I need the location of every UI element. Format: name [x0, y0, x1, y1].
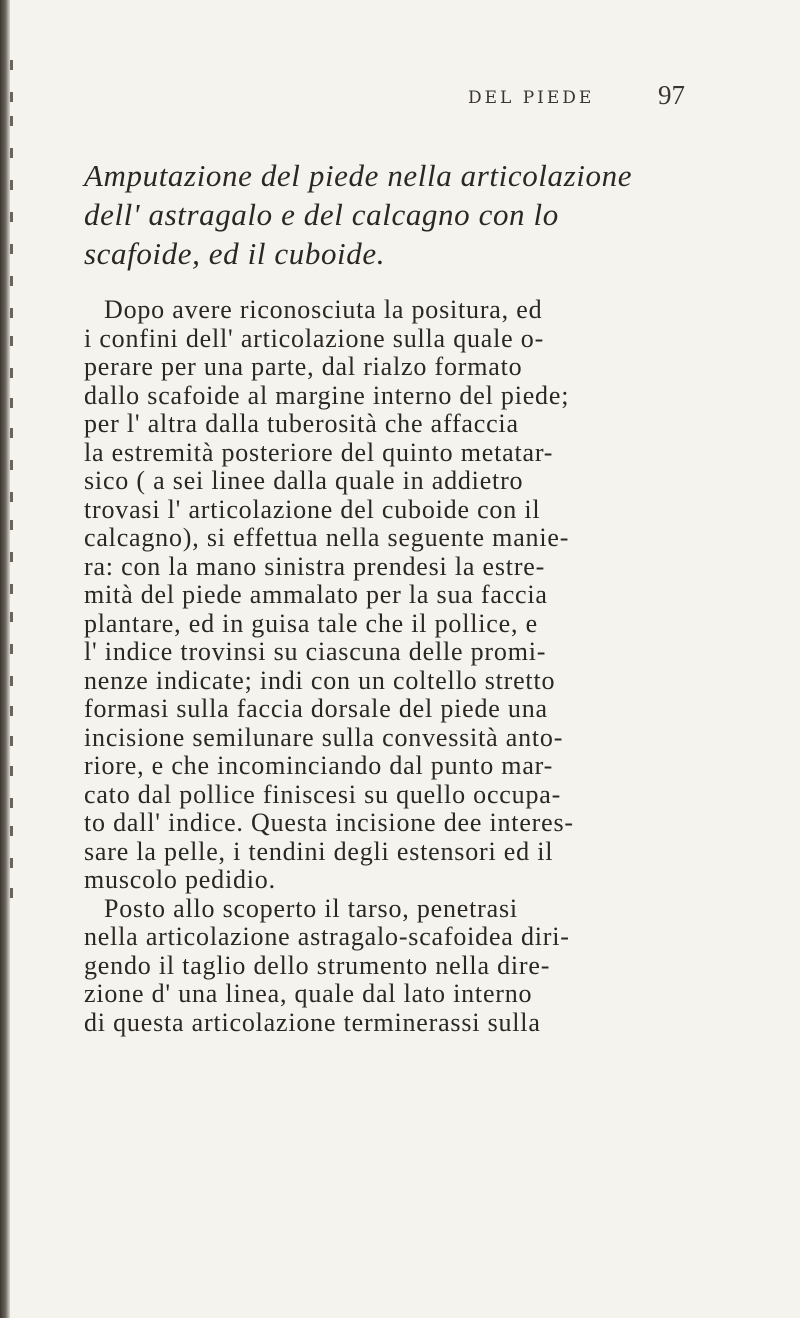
section-title	[84, 156, 764, 273]
text-line: muscolo pedidio.	[84, 865, 276, 894]
title-line: dell' astragalo e del calcagno con lo	[84, 197, 559, 232]
text-line: calcagno), si effettua nella seguente manie-	[84, 523, 570, 552]
text-line: Posto allo scoperto il tarso, penetrasi	[104, 893, 518, 923]
text-line: ra: con la mano sinistra prendesi la estre-	[84, 551, 546, 581]
body-text	[84, 296, 774, 1037]
text-line: per l' altra dalla tuberosità che affaccia	[84, 409, 519, 438]
text-line: l' indice trovinsi su ciascuna delle promi-	[84, 637, 547, 666]
text-line: dallo scafoide al margine interno del piede;	[84, 380, 570, 410]
text-line: plantare, ed in guisa tale che il pollice, e	[84, 608, 538, 638]
text-line: riore, e che incominciando dal punto mar-	[84, 751, 554, 780]
text-line: i confini dell' articolazione sulla quale o-	[84, 323, 545, 353]
spine-marks	[10, 0, 18, 1318]
text-line: nella articolazione astragalo-scafoidea diri-	[84, 922, 570, 951]
page-number: 97	[658, 80, 685, 110]
title-line: Amputazione del piede nella articolazione	[84, 158, 633, 193]
text-line: incisione semilunare sulla convessità anto-	[84, 722, 564, 752]
text-line: perare per una parte, dal rialzo formato	[84, 352, 523, 381]
text-line: zione d' una linea, quale dal lato interno	[84, 979, 533, 1008]
text-line: nenze indicate; indi con un coltello stretto	[84, 665, 556, 695]
title-line: scafoide, ed il cuboide.	[84, 236, 386, 271]
text-line: gendo il taglio dello strumento nella dire-	[84, 950, 551, 980]
text-line: cato dal pollice finiscesi su quello occupa-	[84, 779, 562, 809]
text-line: mità del piede ammalato per la sua faccia	[84, 580, 548, 609]
text-line: Dopo avere riconosciuta la positura, ed	[104, 295, 543, 324]
text-line: di questa articolazione terminerassi sulla	[84, 1007, 541, 1037]
text-line: formasi sulla faccia dorsale del piede una	[84, 694, 548, 723]
text-line: sico ( a sei linee dalla quale in addietro	[84, 466, 524, 495]
running-head: DEL PIEDE	[468, 88, 595, 108]
text-line: to dall' indice. Questa incisione dee interes-	[84, 808, 574, 837]
text-line: sare la pelle, i tendini degli estensori ed il	[84, 836, 554, 866]
book-spine-shadow	[0, 0, 10, 1318]
text-line: trovasi l' articolazione del cuboide con il	[84, 494, 541, 524]
text-line: la estremità posteriore del quinto metatar-	[84, 437, 554, 467]
